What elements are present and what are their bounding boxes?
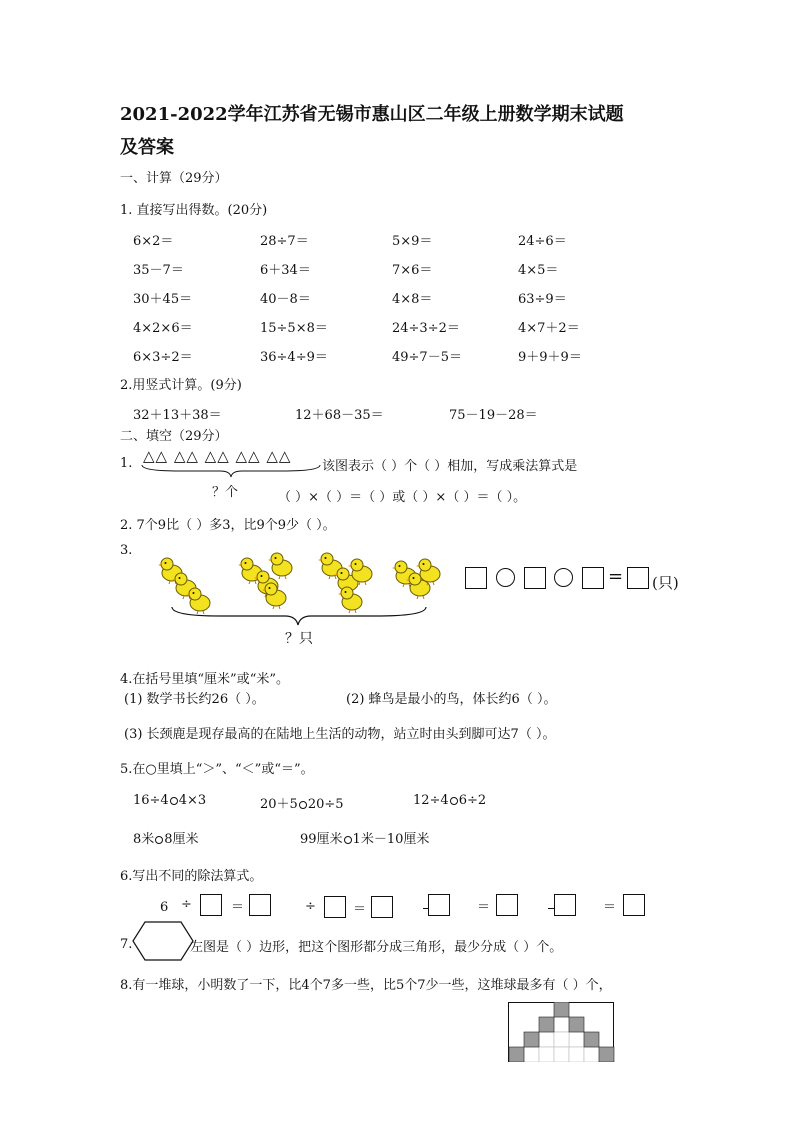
- calc-item: 5×9＝: [392, 234, 433, 249]
- calc-item: 49÷7－5＝: [392, 350, 462, 365]
- calc-item: 40－8＝: [260, 292, 311, 307]
- vertical-calc-item: 32＋13＋38＝: [133, 408, 222, 423]
- fill-text: （ ）×（ ）＝（ ）或（ ）×（ ）＝（ ）。: [278, 490, 527, 505]
- pattern-shaded-square: [584, 1032, 599, 1047]
- divide-sign: ÷: [181, 897, 192, 912]
- answer-box[interactable]: [249, 894, 271, 916]
- question-heading: 4.在括号里填“厘米”或“米”。: [120, 672, 289, 687]
- calc-item: 6×2＝: [133, 234, 174, 249]
- equals-sign: ＝: [353, 902, 367, 917]
- answer-box[interactable]: [524, 567, 546, 589]
- compare-right: 4×3: [178, 793, 207, 808]
- fill-text: 2. 7个9比（ ）多3，比9个9少（ ）。: [120, 518, 336, 533]
- pattern-shaded-square: [599, 1047, 614, 1062]
- pattern-empty-square: [539, 1032, 554, 1047]
- calc-item: 4×5＝: [518, 263, 559, 278]
- divide-sign: ÷: [305, 899, 316, 914]
- compare-left: 12÷4: [413, 793, 449, 808]
- calc-item: 36÷4÷9＝: [260, 350, 328, 365]
- calc-item: 4×7＋2＝: [518, 321, 580, 336]
- calc-item: 9＋9＋9＝: [518, 350, 582, 365]
- fill-item: (1) 数学书长约26（ ）。: [124, 692, 265, 707]
- pattern-empty-square: [584, 1047, 599, 1062]
- brace-label: ？个: [212, 485, 239, 500]
- pattern-shaded-square: [524, 1032, 539, 1047]
- fill-item: (3) 长颈鹿是现存最高的在陆地上生活的动物，站立时由头到脚可达7（ ）。: [124, 727, 556, 742]
- brace: [140, 463, 322, 479]
- chick-icon: [416, 556, 442, 586]
- section-heading: 二、填空（29分）: [120, 429, 228, 444]
- compare-circle[interactable]: [450, 797, 458, 805]
- compare-right: 6÷2: [458, 793, 487, 808]
- answer-box[interactable]: [582, 567, 604, 589]
- answer-box[interactable]: [324, 896, 346, 918]
- compare-right: 1米－10厘米: [352, 832, 430, 847]
- answer-box[interactable]: [623, 894, 645, 916]
- equals-sign: ＝: [603, 900, 617, 915]
- question-number: 1.: [120, 456, 133, 471]
- calc-item: 15÷5×8＝: [260, 321, 328, 336]
- pattern-empty-square: [554, 1047, 569, 1062]
- compare-circle[interactable]: [170, 797, 178, 805]
- triangle-group: △△ △△ △△ △△ △△: [143, 447, 292, 465]
- pattern-empty-square: [539, 1047, 554, 1062]
- question-heading: 5.在○里填上“＞”、“＜”或“＝”。: [120, 762, 314, 777]
- chick-icon: [348, 556, 374, 586]
- question-heading: 6.写出不同的除法算式。: [120, 869, 263, 884]
- unit-label: (只): [652, 574, 679, 592]
- compare-left: 16÷4: [133, 793, 169, 808]
- calc-item: 6×3÷2＝: [133, 350, 193, 365]
- pattern-empty-square: [569, 1032, 584, 1047]
- compare-item: [133, 793, 206, 808]
- fill-text: 8.有一堆球，小明数了一下，比4个7多一些，比5个7少一些，这堆球最多有（ ）个，: [120, 978, 612, 993]
- compare-circle[interactable]: [344, 836, 352, 844]
- square-pattern-figure: [508, 1002, 615, 1062]
- compare-item: [413, 793, 486, 808]
- brace: [170, 605, 430, 627]
- operator-circle[interactable]: [554, 568, 573, 587]
- calc-item: 35－7＝: [133, 263, 184, 278]
- page-title-line2: 及答案: [120, 137, 174, 158]
- dividend: 6: [160, 900, 169, 915]
- pattern-empty-square: [569, 1047, 584, 1062]
- vertical-calc-item: 12＋68－35＝: [295, 408, 384, 423]
- calc-item: 4×2×6＝: [133, 321, 193, 336]
- calc-item: 7×6＝: [392, 263, 433, 278]
- pattern-empty-square: [554, 1032, 569, 1047]
- pattern-shaded-square: [554, 1002, 569, 1017]
- brace-label: ？只: [285, 631, 313, 647]
- hexagon-shape: [131, 920, 195, 962]
- answer-box[interactable]: [496, 894, 518, 916]
- answer-box[interactable]: [465, 567, 487, 589]
- compare-circle[interactable]: [299, 801, 307, 809]
- vertical-calc-item: 75－19－28＝: [449, 408, 538, 423]
- calc-item: 30＋45＝: [133, 292, 193, 307]
- pattern-shaded-square: [539, 1017, 554, 1032]
- pattern-empty-square: [554, 1017, 569, 1032]
- answer-box[interactable]: [200, 894, 222, 916]
- compare-left: 8米: [133, 832, 155, 847]
- answer-box[interactable]: [554, 894, 576, 916]
- pattern-empty-square: [524, 1047, 539, 1062]
- compare-right: 20÷5: [307, 797, 344, 812]
- calc-item: 24÷3÷2＝: [392, 321, 460, 336]
- question-heading: 1. 直接写出得数。(20分): [120, 203, 268, 218]
- operator-circle[interactable]: [496, 568, 515, 587]
- equals-sign: ＝: [477, 900, 491, 915]
- answer-box[interactable]: [428, 894, 450, 916]
- answer-box[interactable]: [371, 896, 393, 918]
- question-number: 7.: [120, 937, 133, 952]
- equals-sign: =: [608, 566, 624, 587]
- question-heading: 2.用竖式计算。(9分): [120, 378, 242, 393]
- page-title: 2021-2022学年江苏省无锡市惠山区二年级上册数学期末试题: [120, 104, 624, 125]
- answer-box[interactable]: [627, 567, 649, 589]
- chick-icon: [268, 550, 294, 580]
- fill-text: 该图表示（ ）个（ ）相加，写成乘法算式是: [322, 459, 578, 474]
- pattern-shaded-square: [569, 1017, 584, 1032]
- calc-item: 63÷9＝: [518, 292, 567, 307]
- fill-item: (2) 蜂鸟是最小的鸟，体长约6（ ）。: [346, 692, 557, 707]
- calc-item: 6＋34＝: [260, 263, 311, 278]
- compare-circle[interactable]: [155, 836, 163, 844]
- compare-item: [300, 828, 429, 847]
- compare-item: [133, 828, 199, 847]
- compare-left: 99厘米: [300, 832, 343, 847]
- pattern-shaded-square: [509, 1047, 524, 1062]
- fill-text: 左图是（ ）边形，把这个图形都分成三角形，最少分成（ ）个。: [190, 940, 563, 955]
- calc-item: 4×8＝: [392, 292, 433, 307]
- compare-left: 20＋5: [260, 797, 298, 812]
- calc-item: 28÷7＝: [260, 234, 309, 249]
- question-number: 3.: [120, 543, 133, 558]
- calc-item: 24÷6＝: [518, 234, 567, 249]
- compare-item: [260, 793, 344, 812]
- equals-sign: ＝: [231, 900, 245, 915]
- section-heading: 一、计算（29分）: [120, 171, 228, 186]
- compare-right: 8厘米: [164, 832, 199, 847]
